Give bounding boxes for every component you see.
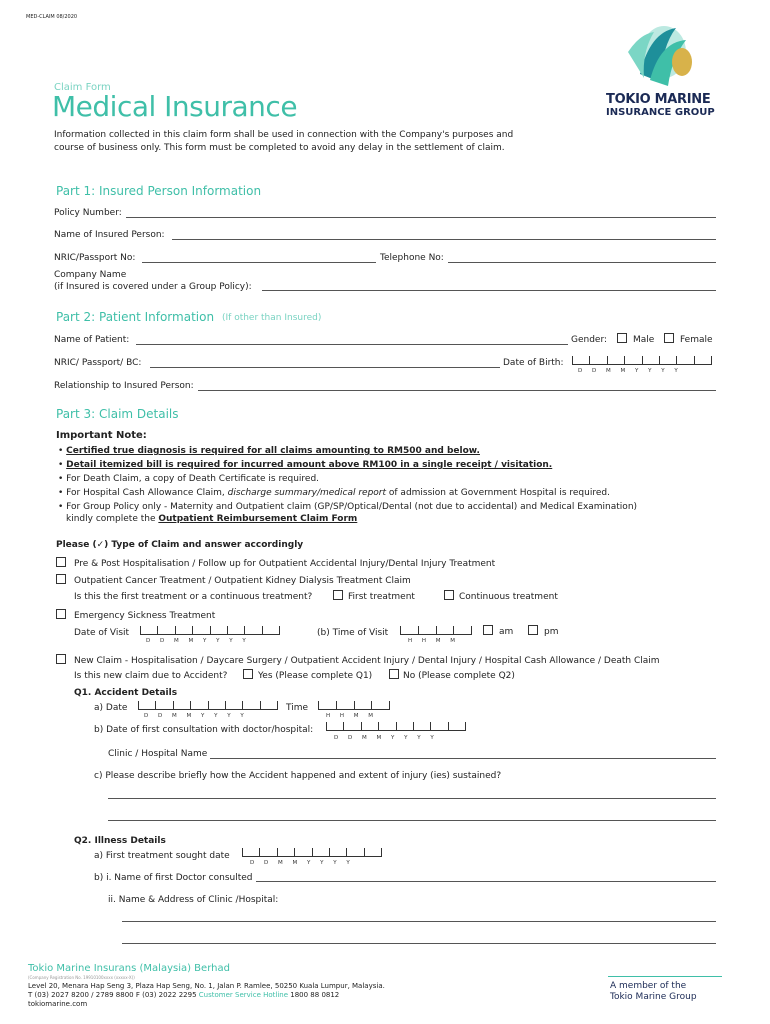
first-treatment-checkbox[interactable] <box>333 590 343 600</box>
patient-nric-input[interactable] <box>150 367 500 368</box>
continuous-treatment-checkbox[interactable] <box>444 590 454 600</box>
note-title: Important Note: <box>56 430 147 441</box>
am-label: am <box>499 627 514 637</box>
nric-input[interactable] <box>142 262 376 263</box>
yes-label: Yes (Please complete Q1) <box>258 671 373 681</box>
opt4-label: New Claim - Hospitalisation / Daycare Surgery / Outpatient Accident Injury / Dental Injury / Hospital Cash Allowance / Death Claim <box>74 656 660 666</box>
male-label: Male <box>633 335 655 345</box>
date-of-visit-label: Date of Visit <box>74 628 130 638</box>
opt3-label: Emergency Sickness Treatment <box>74 611 216 621</box>
first-doctor-input[interactable] <box>256 881 716 882</box>
q2a-label: a) First treatment sought date <box>94 851 230 861</box>
footer-website: tokiomarine.com <box>28 1000 88 1008</box>
company-label-2: (if Insured is covered under a Group Policy): <box>54 282 252 292</box>
note-2: • Detail itemized bill is required for incurred amount above RM100 in a single receipt / visitation. <box>58 460 553 470</box>
patient-nric-label: NRIC/ Passport/ BC: <box>54 358 142 368</box>
yes-checkbox[interactable] <box>243 669 253 679</box>
q1a-label: a) Date <box>94 703 128 713</box>
accident-time-label: Time <box>286 703 309 713</box>
form-code: MED-CLAIM 08/2020 <box>26 14 78 20</box>
brand-name: TOKIO MARINE <box>606 92 711 107</box>
form-subtitle: Claim Form <box>54 82 111 93</box>
member-line-2: Tokio Marine Group <box>610 992 697 1002</box>
first-consultation-date-input[interactable] <box>326 722 466 731</box>
company-label: Company Name <box>54 270 127 280</box>
accident-time-format: H H M M <box>326 713 374 719</box>
clinic-address-line-2[interactable] <box>122 943 716 944</box>
female-checkbox[interactable] <box>664 333 674 343</box>
footer-company: Tokio Marine Insurans (Malaysia) Berhad <box>28 963 230 974</box>
date-of-visit-input[interactable] <box>140 626 280 635</box>
continuous-treatment-label: Continuous treatment <box>459 592 558 602</box>
accident-description-line-2[interactable] <box>108 820 716 821</box>
note-1: • Certified true diagnosis is required for all claims amounting to RM500 and below. <box>58 446 480 456</box>
brand-group: INSURANCE GROUP <box>606 107 715 118</box>
part2-title: Part 2: Patient Information <box>56 310 215 324</box>
accident-description-line-1[interactable] <box>108 798 716 799</box>
q2b-label: b) i. Name of first Doctor consulted <box>94 873 253 883</box>
note-3: • For Death Claim, a copy of Death Certificate is required. <box>58 474 320 484</box>
policy-input[interactable] <box>126 217 716 218</box>
opt4-question: Is this new claim due to Accident? <box>74 671 228 681</box>
part2-note: (If other than Insured) <box>222 313 322 323</box>
part1-title: Part 1: Insured Person Information <box>56 184 262 198</box>
time-of-visit-input[interactable] <box>400 626 472 635</box>
note-5: • For Group Policy only - Maternity and Outpatient claim (GP/SP/Optical/Dental (not due to accidental) and Medical Examination) <box>58 502 638 512</box>
insured-name-label: Name of Insured Person: <box>54 230 165 240</box>
pm-label: pm <box>544 627 559 637</box>
am-checkbox[interactable] <box>483 625 493 635</box>
note-5b: kindly complete the Outpatient Reimbursement Claim Form <box>66 514 358 524</box>
footer-address: Level 20, Menara Hap Seng 3, Plaza Hap Seng, No. 1, Jalan P. Ramlee, 50250 Kuala Lumpur, Malaysia. <box>28 982 385 990</box>
first-treatment-date-input[interactable] <box>242 848 382 857</box>
male-checkbox[interactable] <box>617 333 627 343</box>
patient-name-input[interactable] <box>136 344 568 345</box>
q2-title: Q2. Illness Details <box>74 836 166 846</box>
first-treatment-date-format: D D M M Y Y Y Y <box>250 860 350 866</box>
claim-type-instruction: Please (✓) Type of Claim and answer accordingly <box>56 540 304 550</box>
pm-checkbox[interactable] <box>528 625 538 635</box>
member-line-1: A member of the <box>610 981 687 991</box>
time-of-visit-label: (b) Time of Visit <box>317 628 389 638</box>
intro-text-2: course of business only. This form must be completed to avoid any delay in the settlement of claim. <box>54 143 505 153</box>
opt2-checkbox[interactable] <box>56 574 66 584</box>
dob-label: Date of Birth: <box>503 358 564 368</box>
accident-time-input[interactable] <box>318 701 390 710</box>
relationship-input[interactable] <box>198 390 716 391</box>
dob-format: D D M M Y Y Y Y <box>578 368 678 374</box>
q1-title: Q1. Accident Details <box>74 688 178 698</box>
opt2-label: Outpatient Cancer Treatment / Outpatient Kidney Dialysis Treatment Claim <box>74 576 411 586</box>
insured-name-input[interactable] <box>172 239 716 240</box>
intro-text-1: Information collected in this claim form shall be used in connection with the Company's purposes and <box>54 130 514 140</box>
no-label: No (Please complete Q2) <box>403 671 515 681</box>
no-checkbox[interactable] <box>389 669 399 679</box>
gender-label: Gender: <box>571 335 608 345</box>
opt1-label: Pre & Post Hospitalisation / Follow up for Outpatient Accidental Injury/Dental Injury Treatment <box>74 559 496 569</box>
footer-registration: (Company Registration No. 19910100xxxx (xxxxx-X)) <box>28 975 135 980</box>
company-input[interactable] <box>262 290 716 291</box>
accident-date-input[interactable] <box>138 701 278 710</box>
female-label: Female <box>680 335 713 345</box>
time-of-visit-format: H H M M <box>408 638 456 644</box>
footer-divider <box>608 976 722 977</box>
clinic-name-input[interactable] <box>210 758 716 759</box>
note-4: • For Hospital Cash Allowance Claim, discharge summary/medical report of admission at Government Hospital is required. <box>58 488 610 498</box>
page-title: Medical Insurance <box>52 90 298 123</box>
opt2-question: Is this the first treatment or a continuous treatment? <box>74 592 313 602</box>
q1b-label: b) Date of first consultation with doctor/hospital: <box>94 725 314 735</box>
accident-date-format: D D M M Y Y Y Y <box>144 713 244 719</box>
dob-input[interactable] <box>572 356 712 365</box>
policy-label: Policy Number: <box>54 208 122 218</box>
nric-label: NRIC/Passport No: <box>54 253 136 263</box>
opt1-checkbox[interactable] <box>56 557 66 567</box>
opt4-checkbox[interactable] <box>56 654 66 664</box>
clinic-address-line-1[interactable] <box>122 921 716 922</box>
relationship-label: Relationship to Insured Person: <box>54 381 194 391</box>
first-treatment-label: First treatment <box>348 592 415 602</box>
q1c-label: c) Please describe briefly how the Accident happened and extent of injury (ies) sustained? <box>94 771 502 781</box>
first-consultation-format: D D M M Y Y Y Y <box>334 735 434 741</box>
date-of-visit-format: D D M M Y Y Y Y <box>146 638 246 644</box>
q2c-label: ii. Name & Address of Clinic /Hospital: <box>108 895 279 905</box>
patient-name-label: Name of Patient: <box>54 335 130 345</box>
footer-phone: T (03) 2027 8200 / 2789 8800 F (03) 2022 2295 Customer Service Hotline 1800 88 0812 <box>28 991 340 999</box>
telephone-label: Telephone No: <box>380 253 444 263</box>
tokio-marine-logo <box>620 22 700 94</box>
part3-title: Part 3: Claim Details <box>56 407 179 421</box>
telephone-input[interactable] <box>448 262 716 263</box>
clinic-name-label: Clinic / Hospital Name <box>108 749 208 759</box>
opt3-checkbox[interactable] <box>56 609 66 619</box>
